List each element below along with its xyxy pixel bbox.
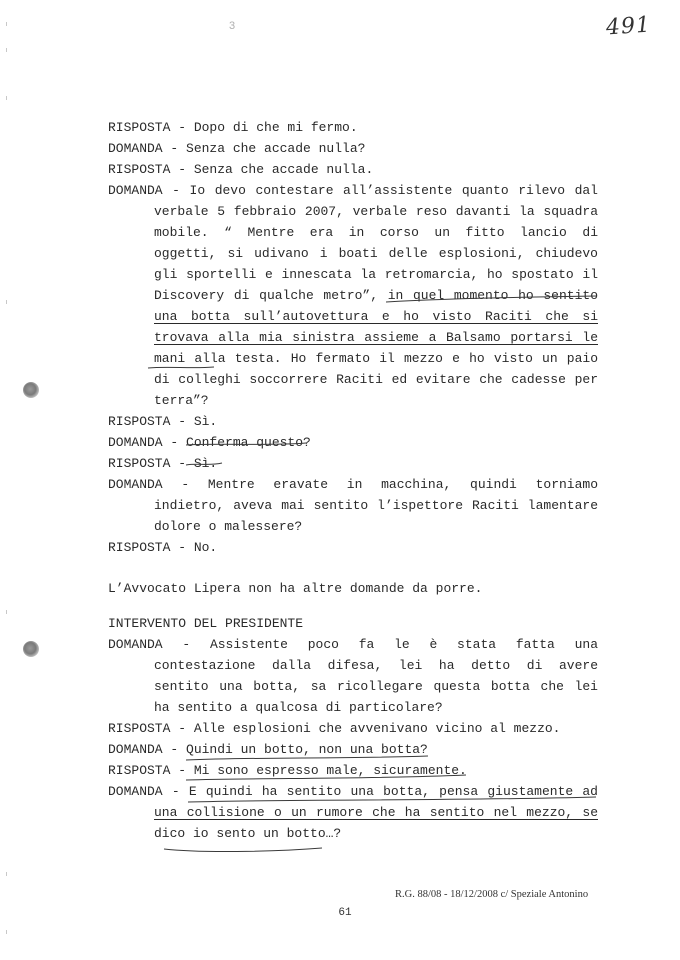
section-heading: INTERVENTO DEL PRESIDENTE: [108, 616, 304, 631]
line-25: sentito una botta, sa ricollegare questa botta che lei: [154, 679, 598, 694]
line-20: dolore o malessere?: [154, 519, 303, 534]
line-28: DOMANDA - Quindi un botto, non una botta?: [108, 742, 428, 757]
line-30: DOMANDA - E quindi ha sentito una botta, pensa giustamente ad: [108, 784, 598, 799]
line-13: di colleghi soccorrere Raciti ed evitare che cadesse per: [154, 372, 598, 387]
line-32: dico io sento un botto…?: [154, 826, 342, 841]
line-23: DOMANDA - Assistente poco fa le è stata fatta una: [108, 637, 598, 652]
line-14: terra”?: [154, 393, 209, 408]
page-number: 61: [338, 907, 352, 919]
line-5: verbale 5 febbraio 2007, verbale reso davanti la squadra: [154, 204, 598, 219]
faint-mark: 3: [229, 20, 236, 32]
line-6: mobile. “ Mentre era in corso un fitto lancio di: [154, 225, 598, 240]
line-10: una botta sull’autovettura e ho visto Raciti che si: [154, 309, 598, 324]
line-22: L’Avvocato Lipera non ha altre domande da porre.: [108, 581, 483, 596]
line-24: contestazione dalla difesa, lei ha detto di avere: [154, 658, 598, 673]
line-8: gli sportelli e innescata la retromarcia, ho spostato il: [154, 267, 598, 282]
footer-reference: R.G. 88/08 - 18/12/2008 c/ Speziale Antonino: [395, 889, 589, 900]
line-1: RISPOSTA - Dopo di che mi fermo.: [108, 120, 358, 135]
line-9: Discovery di qualche metro”, in quel momento ho sentito: [154, 288, 598, 303]
line-3: RISPOSTA - Senza che accade nulla.: [108, 162, 374, 177]
line-27: RISPOSTA - Alle esplosioni che avvenivano vicino al mezzo.: [108, 721, 561, 736]
line-31: una collisione o un rumore che ha sentito nel mezzo, se: [154, 805, 598, 820]
line-12: mani alla testa. Ho fermato il mezzo e ho visto un paio: [154, 351, 598, 366]
line-29: RISPOSTA - Mi sono espresso male, sicuramente.: [108, 763, 467, 778]
line-21: RISPOSTA - No.: [108, 540, 218, 555]
line-11: trovava alla mia sinistra assieme a Balsamo portarsi le: [154, 330, 598, 345]
line-19: indietro, aveva mai sentito l’ispettore Raciti lamentare: [154, 498, 598, 513]
handwritten-page-mark: 491: [605, 12, 652, 41]
line-2: DOMANDA - Senza che accade nulla?: [108, 141, 366, 156]
line-18: DOMANDA - Mentre eravate in macchina, quindi torniamo: [108, 477, 598, 492]
line-7: oggetti, si udivano i boati delle esplosioni, chiudevo: [154, 246, 598, 261]
line-4: DOMANDA - Io devo contestare all’assistente quanto rilevo dal: [108, 183, 598, 198]
line-15: RISPOSTA - Sì.: [108, 414, 218, 429]
line-26: ha sentito a qualcosa di particolare?: [154, 700, 443, 715]
line-16: DOMANDA - Conferma questo?: [108, 435, 311, 450]
line-17: RISPOSTA - Sì.: [108, 456, 218, 471]
